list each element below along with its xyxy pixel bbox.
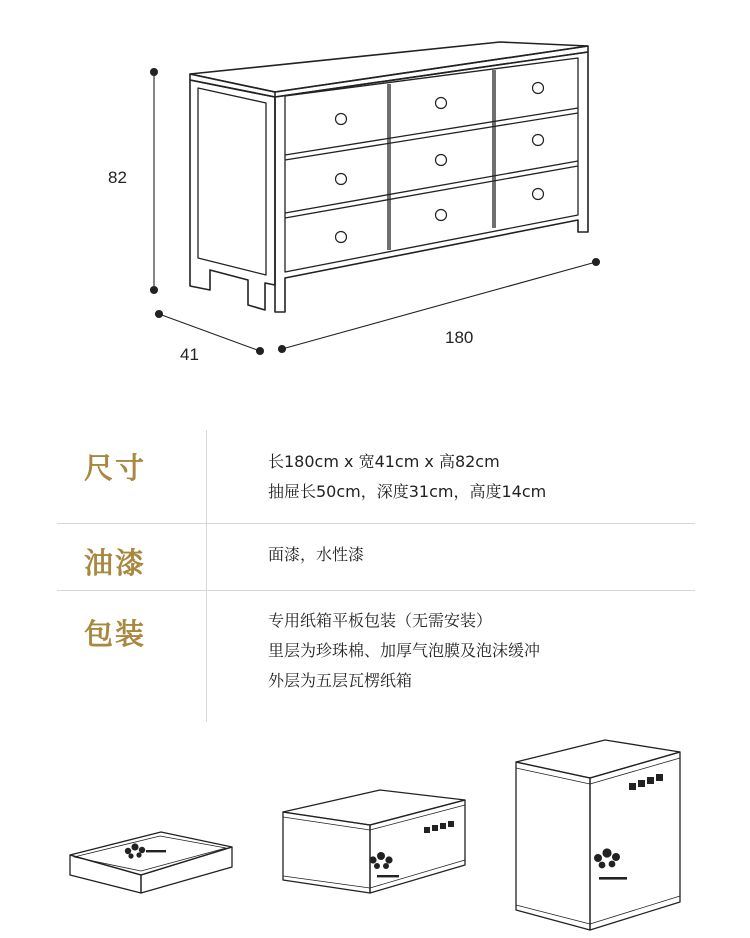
- spec-line: 里层为珍珠棉、加厚气泡膜及泡沫缓冲: [268, 641, 541, 660]
- dresser-top-edge: [190, 74, 275, 97]
- spec-content-packaging: [268, 606, 540, 696]
- spec-line: 面漆，水性漆: [268, 545, 365, 564]
- knob: [533, 135, 544, 146]
- spec-line: 外层为五层瓦楞纸箱: [268, 671, 413, 690]
- dresser-dimension-drawing: [0, 0, 750, 400]
- knob: [436, 98, 447, 109]
- box-handling-icons-medium: [424, 821, 454, 833]
- box-logo-flat: [125, 843, 166, 858]
- dresser-side-panel: [190, 80, 275, 310]
- packaging-boxes-illustration: [0, 730, 750, 938]
- width-dimension-label: 180: [445, 328, 474, 347]
- spec-line: 专用纸箱平板包装（无需安装）: [268, 611, 493, 630]
- spec-title-size: 尺寸: [84, 451, 147, 485]
- spec-row-separator: [57, 523, 695, 524]
- knob: [436, 155, 447, 166]
- drawer-knobs: [336, 83, 544, 243]
- spec-line: 长180cm x 宽41cm x 高82cm: [268, 452, 500, 471]
- spec-content-size: [268, 447, 546, 507]
- knob: [533, 83, 544, 94]
- spec-line: 抽屉长50cm，深度31cm，高度14cm: [268, 482, 547, 501]
- knob: [336, 232, 347, 243]
- tall-box: [516, 740, 680, 930]
- flat-box: [70, 832, 232, 893]
- knob: [533, 189, 544, 200]
- box-handling-icons-tall: [629, 774, 663, 790]
- spec-title-packaging: 包装: [84, 617, 147, 651]
- knob: [336, 174, 347, 185]
- dresser-top: [190, 42, 588, 92]
- spec-title-paint: 油漆: [84, 546, 147, 580]
- spec-row-separator: [57, 590, 695, 591]
- knob: [336, 114, 347, 125]
- depth-dimension-label: 41: [180, 345, 199, 364]
- knob: [436, 210, 447, 221]
- height-dimension-label: 82: [108, 168, 127, 187]
- box-logo-tall: [594, 848, 627, 879]
- spec-table-divider: [206, 430, 207, 722]
- box-logo-medium: [369, 852, 399, 877]
- medium-box: [283, 790, 465, 893]
- spec-content-paint: [268, 540, 364, 570]
